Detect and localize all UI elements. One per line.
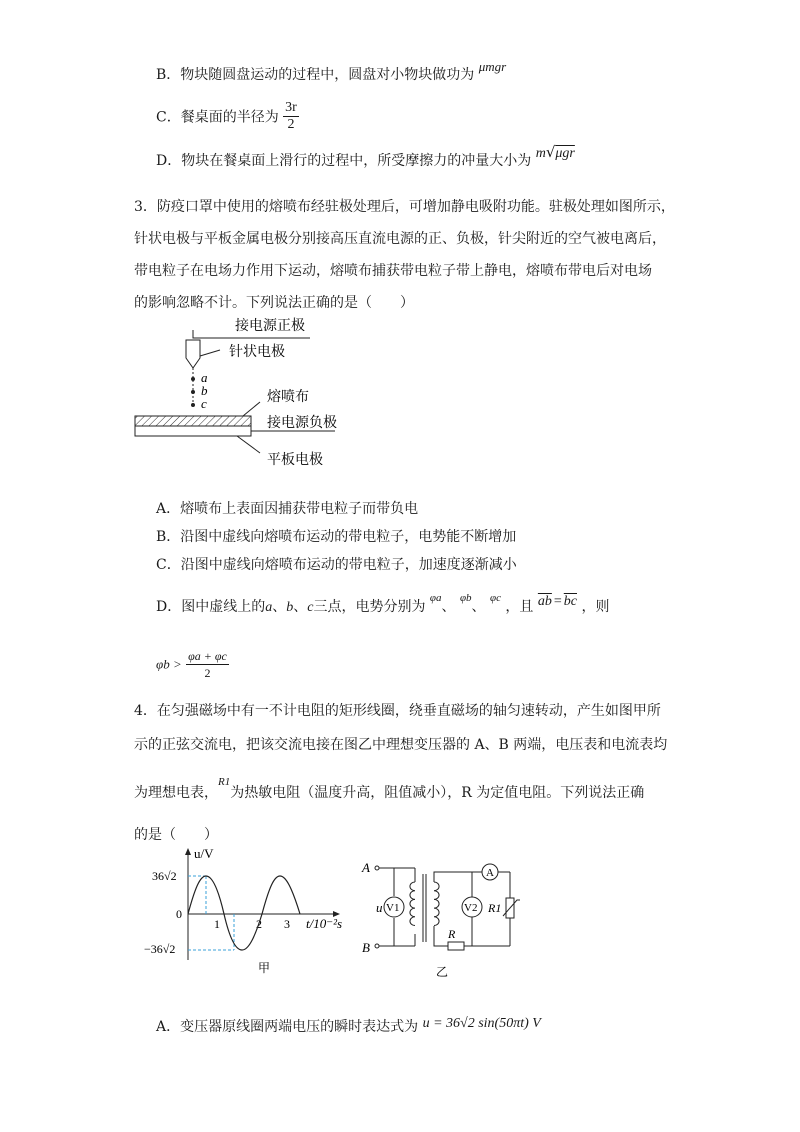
equals: =: [553, 594, 562, 609]
label-a: a: [201, 370, 208, 385]
y-axis-label: u/V: [194, 846, 214, 861]
q3-stem-line-2: 针状电极与平板金属电极分别接高压直流电源的正、负极，针尖附近的空气被电离后，: [134, 231, 666, 247]
label-V2: V2: [464, 902, 478, 914]
segment-ab: $\overline{ab}$: [537, 594, 552, 609]
q3-stem-line-3: 带电粒子在电场力作用下运动，熔喷布捕获带电粒子带上静电，熔喷布带电后对电场: [134, 263, 652, 279]
x-tick-3: 3: [284, 917, 290, 931]
point-b: [191, 390, 195, 394]
secondary-coil: [434, 882, 439, 926]
label-plate: 平板电极: [267, 453, 323, 468]
sep: 、: [272, 599, 287, 615]
inequality-fraction: [186, 648, 229, 681]
q4-option-a: [156, 1016, 541, 1036]
q3-option-d-text-4: ，则: [581, 599, 610, 615]
q3-option-d-a: a: [265, 600, 273, 615]
origin-label: 0: [176, 907, 182, 921]
q4-stem-line-3a: 为理想电表，: [134, 785, 218, 801]
q2-option-b: [156, 59, 507, 84]
q2-option-d-sqrt: μgr: [555, 146, 575, 161]
caption-jia: 甲: [258, 961, 271, 975]
q3-option-d-c: c: [307, 600, 314, 615]
q4-sine-graph: [140, 842, 355, 977]
q3-option-d-text-2: 三点，电势分别为: [313, 599, 426, 615]
phi-b: φb: [459, 592, 472, 604]
fraction-numerator: 3r: [285, 100, 297, 115]
label-R: R: [448, 927, 456, 941]
q3-stem-line-4: 的影响忽略不计。下列说法正确的是（ ）: [134, 295, 414, 311]
x-tick-2: 2: [256, 917, 262, 931]
point-a: [191, 377, 195, 381]
inequality-lhs: φb >: [156, 656, 182, 672]
q2-option-d-text: D．物块在餐桌面上滑行的过程中，所受摩擦力的冲量大小为: [156, 153, 532, 169]
label-u: u: [376, 900, 383, 915]
label-R1: R1: [488, 901, 502, 915]
y-tick-min: −36√2: [144, 942, 176, 956]
q4-option-a-math: u = 36√2 sin(50πt) V: [422, 1016, 541, 1031]
q4-option-a-text: A．变压器原线圈两端电压的瞬时表达式为: [156, 1019, 419, 1035]
q2-option-c-fraction: [283, 100, 299, 133]
q3-option-c: C．沿图中虚线向熔喷布运动的带电粒子，加速度逐渐减小: [156, 557, 517, 573]
q3-electret-figure: [125, 308, 385, 473]
x-tick-1: 1: [214, 917, 220, 931]
resistor-R: [448, 942, 464, 950]
q4-stem-line-4: 的是（ ）: [134, 827, 218, 843]
fraction-numerator: φa + φc: [188, 649, 227, 663]
label-terminal-B: B: [362, 940, 370, 955]
q2-option-b-math: μmgr: [478, 59, 507, 74]
q3-option-d: D．图中虚线上的a、b、c三点，电势分别为 $^{\varphi a}$、 $^{\varphi b}$、 $^{\varphi c}$ ，且 $\overline{ab} = \overline{bc}$ ，则: [156, 592, 610, 615]
sqrt-sign: √: [545, 143, 556, 161]
fraction-denominator: 2: [287, 117, 295, 132]
label-positive-terminal: 接电源正极: [235, 319, 305, 334]
meltblown-cloth: [135, 416, 251, 426]
label-terminal-A: A: [362, 860, 370, 875]
q3-option-a: A．熔喷布上表面因捕获带电粒子而带负电: [156, 501, 419, 517]
q4-stem-line-1: 4．在匀强磁场中有一不计电阻的矩形线圈，绕垂直磁场的轴匀速转动，产生如图甲所: [134, 703, 661, 719]
q2-option-c-text: C．餐桌面的半径为: [156, 109, 279, 126]
label-needle: 针状电极: [229, 345, 285, 360]
fraction-denominator: 2: [204, 666, 211, 680]
q2-option-d: [156, 143, 575, 170]
caption-yi: 乙: [436, 965, 449, 979]
q3-option-d-text-1: D．图中虚线上的: [156, 599, 266, 615]
plate-electrode: [135, 426, 251, 436]
needle-electrode: [186, 340, 200, 368]
sine-curve: [188, 876, 300, 950]
q3-option-d-inequality: [156, 648, 229, 681]
q3-option-d-text-3: ，且: [505, 599, 534, 615]
q3-stem-line-1: 3．防疫口罩中使用的熔喷布经驻极处理后，可增加静电吸附功能。驻极处理如图所示，: [134, 199, 675, 215]
label-V1: V1: [386, 902, 400, 914]
x-axis-label: t/10⁻²s: [306, 916, 343, 931]
q2-option-c: [156, 100, 299, 133]
label-ammeter: A: [486, 867, 494, 879]
q4-stem-line-3b: 为热敏电阻（温度升高，阻值减小），R 为定值电阻。下列说法正确: [230, 785, 645, 801]
segment-bc: $\overline{bc}$: [563, 594, 577, 609]
q4-stem-line-2: 示的正弦交流电，把该交流电接在图乙中理想变压器的 A、B 两端，电压表和电流表均: [134, 737, 668, 753]
q3-option-d-b: b: [286, 600, 294, 615]
R1-symbol: R1: [218, 776, 231, 788]
sep: 、: [293, 599, 308, 615]
label-b: b: [201, 383, 208, 398]
q2-option-d-m: m: [535, 146, 546, 161]
label-negative-terminal: 接电源负极: [267, 416, 337, 431]
q3-option-b: B．沿图中虚线向熔喷布运动的带电粒子，电势能不断增加: [156, 529, 517, 545]
label-cloth: 熔喷布: [267, 390, 309, 405]
point-c: [191, 403, 195, 407]
q2-option-b-text: B．物块随圆盘运动的过程中，圆盘对小物块做功为: [156, 67, 475, 83]
q4-transformer-circuit: [360, 852, 530, 982]
y-tick-max: 36√2: [152, 869, 177, 883]
primary-coil: [410, 882, 415, 926]
q4-stem-line-3: [134, 776, 645, 802]
phi-c: φc: [490, 592, 501, 604]
label-c: c: [201, 396, 207, 411]
phi-a: φa: [429, 592, 442, 604]
